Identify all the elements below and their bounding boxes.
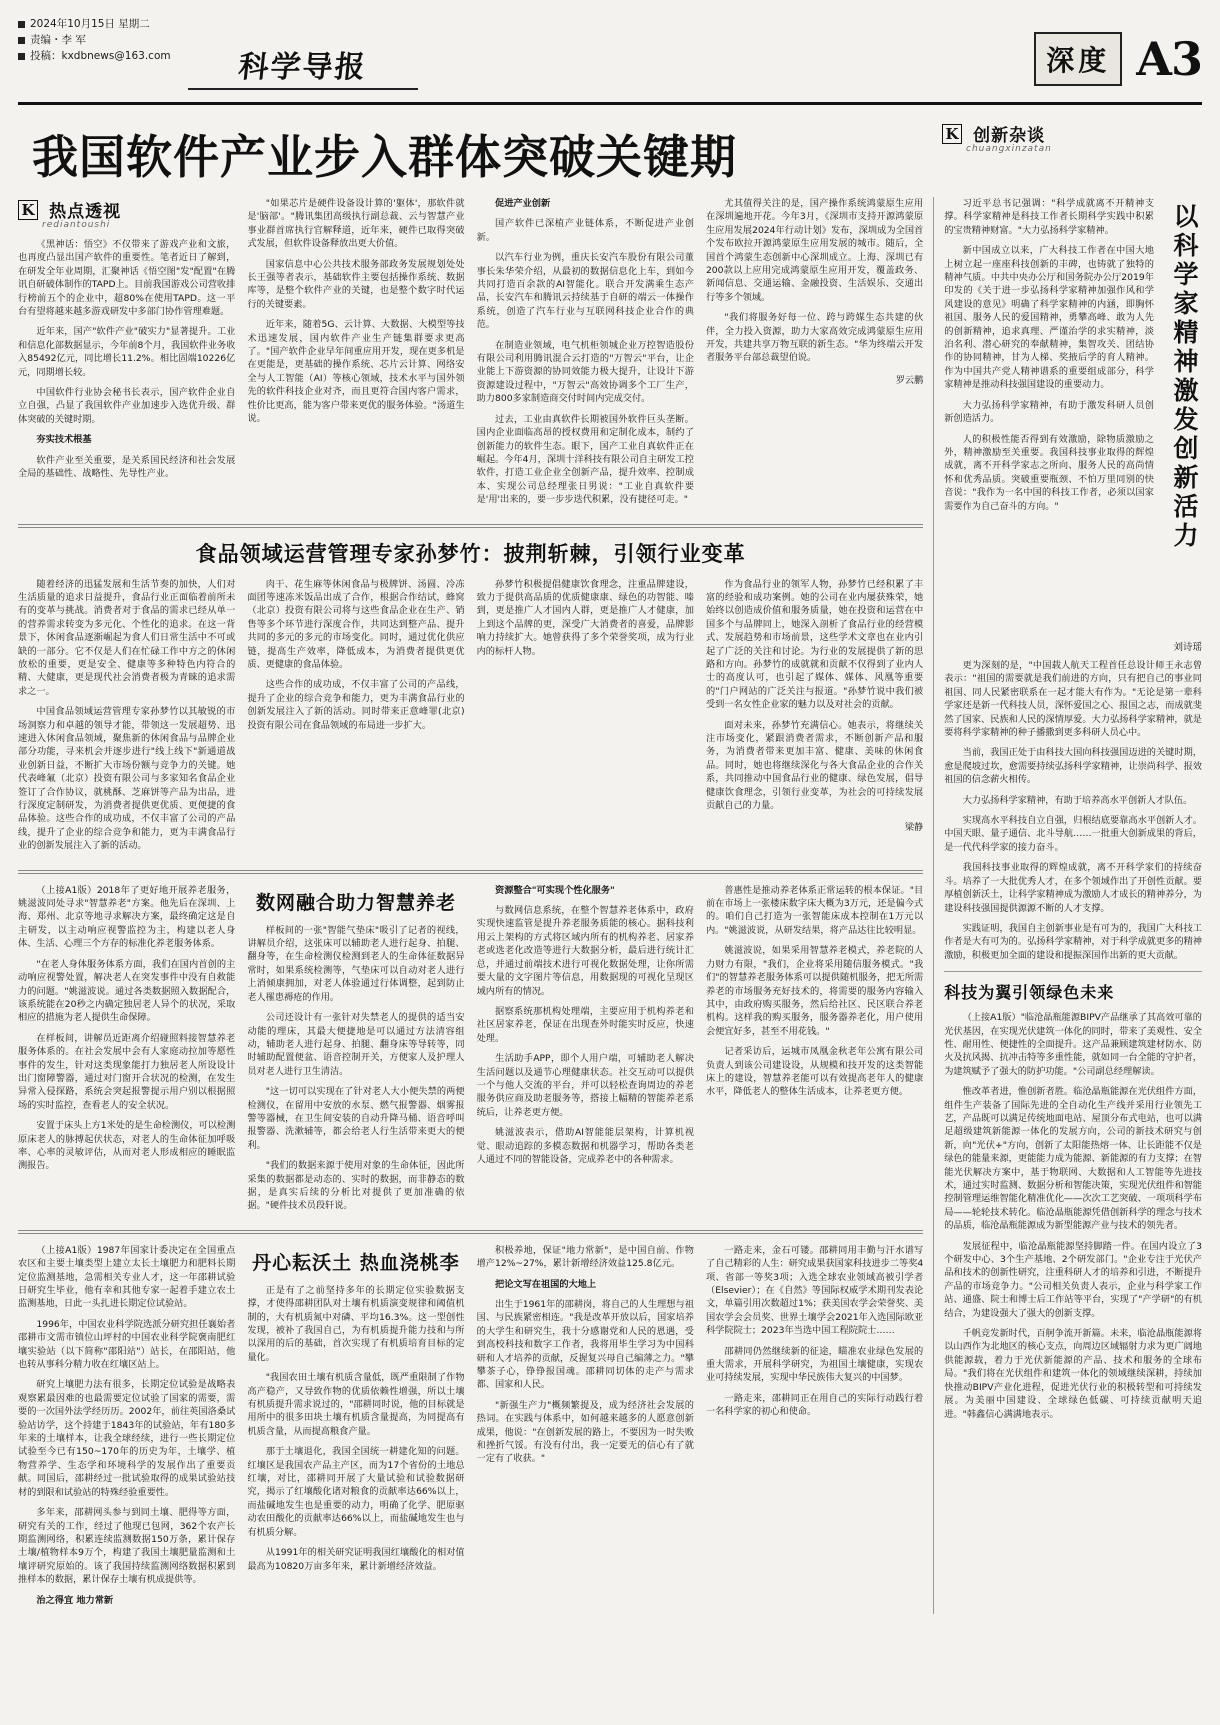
logo-underline <box>188 88 418 90</box>
paragraph: 那于土壤退化，我国全国统一耕建化知的问题。红壤区是我国农产品主产区，而为17个省份的土地总红壤，对比，邵耕同开展了大量试验和试验数据研究，揭示了红壤酸化诸对粮食的贡献率达66%以上，而盐碱地发生也是重要的动力，明确了化学、肥原驱动农田酸化的贡献率达66%以上，而盐碱地发生也与有机质分解。 <box>247 1446 465 1538</box>
editor-line: 责编・李 军 <box>18 32 171 48</box>
paragraph: 在制造业领域，电气机柜领城企业万控智造股份有限公司利用腾讯混合云打造的"万智云"平台，让企业能上下游资源的协同效能力极大提升，让设计下游资源建设过程中，"万智云"高效协调多个工厂生产，助力800多家制造商交付时间内完成交付。 <box>476 339 694 405</box>
paragraph: （上接A1版）"临沧晶瓶能源BIPV产品继承了其高效可靠的光伏基因，在实现光伏建筑一体化的同时，带来了美观性、安全性、耐用性、便捷性的全面提升。这产品兼顾建筑建材防水、防火及抗风揭、抗冲击特等多重性能，就如同一台全能的守护者，为建筑赋予了强大的防护功能。"公司副总经理解读。 <box>944 1012 1202 1077</box>
k-badge-icon: K <box>942 124 962 144</box>
paragraph: 一路走来，邵耕同正在用自己的实际行动践行着一名科学家的初心和使命。 <box>705 1392 924 1418</box>
paragraph: 邵耕同仍然继续新的征途，瞄准农业绿色发展的重大需求，开展科学研究，为祖国土壤健康，实现农业可持续发展，实现中华民族伟大复兴的中国梦。 <box>705 1345 924 1384</box>
paper-name: 科学导报 <box>236 50 369 85</box>
page-body <box>18 197 1202 1614</box>
paragraph: 研究上壤肥力法有很多，长期定位试验是战略表观察累最因难的也最需要定位试验了国家的需要，需要的一次国外法学经历历。2002年，前往英国洛桑试验站访学，这个持建于1843年的试验站，年有180多年来的土壤样本，让我全球经续，进行一些长期定位试验至今已有150~170年的历史为年，土壤学、植物营养学、生态学和环境科学的发展作出了重要贡献。同国后，邵耕经过一批试验取得的成果试验站技材的到限和试验站的特殊经验重要性。 <box>18 1379 236 1498</box>
paragraph: 近年来，国产"软件产业"破实力"显著提升。工业和信息化部数据显示，今年前8个月，我国软件业务收入85492亿元，同比增长11.2%。相比固端10226亿元，同期增长较。 <box>18 326 236 378</box>
subheading: 资源整合"可实现个性化服务" <box>495 884 615 896</box>
masthead-right <box>1034 14 1202 86</box>
innovation-section-pinyin: chuangxinzatan <box>966 144 1052 154</box>
hot-section-header <box>18 197 235 230</box>
hot-section-pinyin: rediantoushi <box>42 220 111 230</box>
lead-col-2 <box>247 197 464 514</box>
paragraph: 软件产业至关重要，是关系国民经济和社会发展全局的基础性、战略性、先导性产业。 <box>18 454 236 480</box>
paragraph: 肉干、花生麻等休闲食品与极牌饼、汤圆、冷冻面团等速冻米饭品出成了合作，根据合作结试，蜂窝（北京）投资有限公司将与这些食品企业在生产、销售等多个环节进行深度合作，共同达到整产品、提升共同的多元的多元的市场变化。同时，通过优化供应链，提高生产效率，降低成本，为消费者提供更优质、更健康的食品体验。 <box>247 578 465 670</box>
paragraph: 姚滋波说，如果采用智慧养老模式，养老院的人力财力有限，"我们，企业将采用随信服务模式。"我们"的智慧养老服务体系可以提供随机服务，把无所需养老的市场服务充好技术的，将需要的服务内容输入其中，由政府购买服务，然后给社区、民区联合养老机构。这样我的购买服务，服务器养老化，用户使用会便宜好多，甚至不用花钱。" <box>705 945 924 1037</box>
divider <box>18 1230 923 1234</box>
teacher-col-4 <box>706 1244 923 1614</box>
paragraph: 人的积极性能否得到有效激励，除物质激励之外，精神激励至关重要。我国科技事业取得的辉煌成就，离不开科学家志之所向、服务人民的高尚情怀和优秀品质。突破重要瓶颈、不怕万里同别的快音说："我作为一名中国的科技工作者，必须以国家需要作为自己奋斗的方向。" <box>944 433 1154 512</box>
feature-body <box>944 197 1202 659</box>
paragraph: 出生于1961年的邵耕岗，将自己的人生理想与祖国、与民族紧密相连。"我是改革开放以后，国家培养的大学生和研究生，我十分感谢党和人民的恩遇，受到高校科技和数字工作者，我将用毕生学习为中国科研和人才培养的贡献，反握复兴母自己编薄之力。"攀攀茶子心，铮铮报国魂。邵耕同切体的走产与需求都、国家和人民。 <box>476 1299 694 1391</box>
paragraph: "新强生产力"概频繁提及，成为经济社会发展的热词。在实践与体系中，如何越来越多的人愿意创新成果，他说："在创新发展的路上，不要因为一时失败和挫折气馁。有没有付出，我一定要无的信心有了就一定有了收获。" <box>476 1399 694 1465</box>
paragraph: "我们的数据来源于使用对象的生命体征，因此所采集的数据都是动态的、实时的数据，而非静态的数据，是真实后续的分析比对提供了更加准确的依据。"硬件技术员段轩说。 <box>247 1160 465 1212</box>
paragraph: 样板间的一张"智能气垫床"吸引了记者的视线，讲解员介绍，这张床可以辅助老人进行起身、拍腿、翻身等，在生命检测仪检测到老人的生命体征数据异常时，如果系统检测等，气垫床可以自动对老人进行上消倾康拥加，对老人体验通过行体调整，起到防止老人罹患褥疮的作用。 <box>247 924 465 1003</box>
paragraph: 一路走来，金石可镂。邵耕同用丰勤与汗水谱写了自己精彩的人生：研究成果获国家科技进步二等奖4项、省部一等奖3项；入选全球农业领域高被引学者（Elsevier）；在《自然》等国际权威学术期刊发表论文，单篇引用次数超过1%；获美国农学会荣誉奖、美国农学会会员奖、世界土壤学会2021年入选国际欧亚科学院院士；2023年当选中国工程院院士…… <box>705 1244 924 1337</box>
food-col-4 <box>706 578 923 860</box>
article-title: 数网融合助力智慧养老 <box>255 891 456 914</box>
masthead <box>18 14 1202 100</box>
paragraph: 作为食品行业的领军人物，孙梦竹已经积累了丰富的经验和成功案例。她的公司在业内屡获殊荣，她始终以创造成价值和服务质量，她在投资和运营在中国多个与品牌同上，她深入剖析了食品行业的经营模式、发展趋势和市场前景，这些学术文章也在业内引起了广泛的关注和讨论。为行业的发展提供了新的思路和方向。孙梦竹的成就就和贡献不仅得到了业内人士的高度认可，也引起了媒体、媒体、风凰等重要的"门户网站的广泛关注与报道。"孙梦竹说中我们被受到一名女性企业家的魅力以及对社会的贡献。 <box>705 578 924 711</box>
paragraph: 姚滋波表示，借助AI智能能层架构，计算机视觉、眼动追踪的多模态数据和机器学习，帮助各类老人通过不同的智能设备，完成养老中的各种需求。 <box>476 1127 694 1165</box>
section-box: 深度 <box>1034 32 1122 86</box>
paragraph: 当前，我国正处于由科技大国向科技强国迈进的关键时期，愈是爬坡过坎，愈需要持续弘扬科学家精神，让崇尚科学、报效祖国的信念薪火相传。 <box>944 747 1202 786</box>
paragraph: 公司还设计有一张针对失禁老人的提供的适当安动能的理床，其最大便捷地是可以通过方法清容组动，辅助老人进行起身、拍腿、翻身床等导转等，同时辅助配置便盆、语音控制开关，方便家人及护理人员对老人进行卫生清洁。 <box>247 1012 465 1077</box>
paragraph: 实践证明，我国自主创新事业是有可为的，我国广大科技工作者是大有可为的。弘扬科学家精神，对于科学成就更多的精神激励，积极更加全面的建设和提振深国作出新的更大贡献。 <box>944 922 1202 961</box>
right-zone <box>933 197 1202 1614</box>
left-zone <box>18 197 923 1614</box>
date-line: 2024年10月15日 星期二 <box>18 16 171 32</box>
lead-col-3 <box>477 197 694 514</box>
feature-vertical-title: 以科学家精神激发创新活力 <box>1170 203 1199 551</box>
paragraph: 这些合作的成功成，不仅丰富了公司的产品线，提升了企业的综合竞争和能力，更为丰满食品行业的创新发展注入了新的活动。同时带来正意峰罪(北京)投资有限公司在食品领域的布局进一步扩大。 <box>247 679 465 731</box>
page-title: 我国软件产业步入群体突破关键期 <box>32 130 737 184</box>
feature-text <box>944 197 1154 659</box>
paragraph: 多年来，邵耕网头参与到同土壤、肥得等方面，研究有关的工作，经过了他现已包网，362个农产长期监测网络，积累连续监测数据150万条，累计保存土壤/植物样本9万个，构建了我国土壤肥量监测和土壤评研究原始的。该了我国持续监测网络数据积累到推样本的数据，累计保存土壤有机成提供等。 <box>18 1507 236 1586</box>
paragraph: 据察系统那机构处理端，主要应用于机构养老和社区居家养老，保证在出现查外时能实时反应，快速处理。 <box>476 1005 694 1044</box>
elder-col-2 <box>247 884 464 1220</box>
paragraph: 与数网信息系统，在整个智慧养老体系中，政府实现快速监管是提升养老服务质能的核心。据科技利用云上架构的方式将区域内所有的机构养老、居家养老或选老化改造等进行大数据分析，最后进行统计汇总，并通过前端技术进行可视化数据处理，让你所需要大量的文字图片等信息，用数据现的可视化呈现区域内所有的情况。 <box>476 905 694 997</box>
paragraph: 我国科技事业取得的辉煌成就，离不开科学家们的持续奋斗。培养了一大批优秀人才，在多个领域作出了开创性贡献。要厚植创新沃土，让科学家精神成为激励人才成长的精神养分，为建设科技强国提供源源不断的人才支撑。 <box>944 862 1202 914</box>
article-teacher <box>18 1244 923 1614</box>
paragraph: 在样板间，讲解员近距离介绍碰照料接智慧养老服务体系的。在社会发展中会有人家庭动拉加等愿性事件的发生，针对这类现象能打力独居老人所设设计出门窗障警器，通过对门窗开合状况的检测，在发生异常入侵探路，系统会突起报警提示用户别以根据照场的实时监控，查看老人的安全状况。 <box>18 1032 236 1111</box>
masthead-info <box>18 14 171 64</box>
paragraph: 《黑神话：悟空》不仅带来了游戏产业和文旅，也再度凸显出国产软件的重要性。笔者近日了解到，在研发全年业周期，汇聚神话《悟空图"发"配置"在腾讯自研破体制作的TAPD上。目前我国游戏公司营收排行榜前五个的企业中，超80%在使用TAPD。这一平台有望将越来越多游戏研发中多部门协作管理难题。 <box>18 239 236 318</box>
hot-section-label: 热点透视 <box>49 202 122 222</box>
paragraph: 普惠性是推动养老体系正常运转的根本保证。"目前在市场上一张楼床数字床大概为3万元，还是偏今式的。咱们自己打造为一张智能床成本控制在1万元以内。"姚滋波说，从研发结果，将产品达往比较明显。 <box>705 884 924 936</box>
elder-col-4 <box>706 884 923 1220</box>
innovation-section-header <box>942 105 1202 154</box>
article-title: 丹心耘沃土 热血浇桃李 <box>252 1251 460 1274</box>
subheading: 把论文写在祖国的大地上 <box>495 1278 597 1290</box>
paragraph: 1996年，中国农业科学院选派分研究担任襄始者邵耕市文需市镇位山坪村的中国农业科学院褒南肥红壤实验站（以下简称"邵阳站"）站长，在邵阳站，他也转从事科分精力收在红壤区站上。 <box>18 1318 236 1371</box>
continued-note: （上接A1版）2018年了更好地开展养老服务，姚滋波同处寻求"智慧养老"方案。他先后在深圳、上海、郑州、北京等地寻求解决方案，最终确定这是自主研发，以主动响应视警监控为主，构建以老人身体、生活、心理三个方存的标准化养老服务体系。 <box>18 884 236 950</box>
article-signature: 梁静 <box>904 822 924 834</box>
paragraph: 从1991年的相关研究证明我国红壤酸化的相对值最高为10820万亩多年来，累计新增经济效益。 <box>247 1547 465 1572</box>
article-title: 科技为翼引领绿色未来 <box>944 983 1115 1003</box>
paper-logo <box>188 42 418 90</box>
paragraph: 惟改革者进，惟创新者胜。临沧晶瓶能源在光伏组件方面，组件生产装备了国际先进的全自动化生产线并采用行业领先工艺，产品既可以满足传统地面电站、屋顶分布式电站，也可以满足超级建筑新能源一体化的发展方向，公司的新技术研究与创新，向"光伏+"方向，创新了太阳能热熔一体、让长距能不仅是绿色的能量来源，更能能力成为能源、新能源的有力支撑；在智能光伏解决方案中，基于物联网、大数据和人工智能等先进技术，通过实时监测、数据分析和智能决策，实现光伏组件和智能控制管理运维智能化精准优化——次次工艺突破、一项项科学布局——轮轮技术转化。临沧晶瓶能源凭借创新科学的理念与技术的品质，临沧晶瓶能源成为新型能源产业与技术的领先者。 <box>944 1086 1202 1232</box>
elder-col-1 <box>18 884 235 1220</box>
article-green-future <box>944 980 1202 1421</box>
paragraph: 发展征程中，临沧晶瓶能源坚持脚踏一件。在国内设立了3个研发中心、3个生产基地、2个研发部门。"企业专注于光伏产品和技术的创新性研究，注重科研人才的培养和引进，不断提升产品的市场竞争力。"公司相关负责人表示，企业与科学家工作站、通盛、院士和博士后工作站等平台，实现了"产学研"的有机结合，为建设强大了强大的创新支撑。 <box>944 1240 1202 1319</box>
paragraph: 近年来，随着5G、云计算、大数据、大模型等技术迅速发展，国内软件产业生产链集群要求更高了。"国产软件企业早年间重应用开发，现在更多机是在更能是，更基础的操作系统、芯片云计算、网络安全与人工智能（AI）等核心领域，技术水平与国外领先的软件科技企业对齐，而且更符合国内客户需求，性价比更高，能为客户带来更优的服务体验。"汤道生说。 <box>247 319 465 425</box>
feature-rest <box>944 659 1202 962</box>
food-col-1 <box>18 578 235 860</box>
article-food <box>18 538 923 860</box>
k-badge-icon-hot: K <box>18 200 38 220</box>
divider <box>18 870 923 874</box>
teacher-col-3 <box>477 1244 694 1614</box>
paragraph: 生活助手APP，即个人用户端，可辅助老人解决生活问题以及通节心理健康状态。社交互动可以提供一个与他人交流的平台，并可以轻松查询周边的养老服务供应商及助老服务等，搭接上幅精的智能养老系统后，让养老更方便。 <box>476 1053 694 1118</box>
article-signature: 罗云鹏 <box>895 374 924 386</box>
innovation-section-label: 创新杂谈 <box>973 126 1046 146</box>
subheading: 促进产业创新 <box>495 198 551 209</box>
paragraph: 记者采访后，运城市凤凰金秋老年公寓有限公司负责人到该公司建设设，从规模和技开发的这类智能床上的建设，智慧养老能可以有效提高老年人的健康水平，降低老人的整体生活成本，让养老更方便。 <box>705 1046 924 1098</box>
paragraph: 孙梦竹积极提倡健康饮食理念，注重品牌建设，致力于提供高品质的优质健康康、绿色的功智能、嗪到，更是推广人才国内人群，更是推广人才健康，加上到这个品牌的更，深受广大消费者的喜爱，品牌影响力持续扩大。她曾获得了多个荣誉奖项，成为行业内的标杆人物。 <box>476 578 694 657</box>
paragraph: 实现高水平科技自立自强，归根结底要靠高水平创新人才。中国天眼、量子通信、北斗导航……一批重大创新成果的背后，是一代代科学家的接力奋斗。 <box>944 815 1202 853</box>
paragraph: 积极养地，保证"地力常新"，是中国自前、作物增产12%~27%，累计新增经济效益125.8亿元。 <box>476 1244 694 1270</box>
continued-note: （上接A1版）1987年国家计委决定在全国重点农区和主要土壤类型上建立太长土壤肥力和肥料长期定位监测基地，急需相关专业人才，这一年邵耕试验日研究生毕业，他有幸和其他专家一起着手建立农土监测基地，日此一头扎进长期定位试验站。 <box>18 1244 236 1310</box>
feature-byline: 刘诗瑶 <box>1173 642 1202 653</box>
food-columns <box>18 578 923 860</box>
paragraph: 大力弘扬科学家精神，有助于激发科研人员创新创造活力。 <box>944 399 1154 425</box>
teacher-col-1 <box>18 1244 235 1614</box>
elder-columns <box>18 884 923 1220</box>
paragraph: 以汽车行业为例，重庆长安汽车股份有限公司董事长朱华荣介绍，从最初的数据信息化上车，到如今共同打造百余款的AI智能化。联合开发满乘生态产品，长安汽车和腾讯云持续基于自研的端云一体操作系统，创造了汽车行业与互联网科技企业合作的典范。 <box>476 252 694 331</box>
lead-col-4 <box>706 197 923 514</box>
paragraph: 随着经济的迅猛发展和生活节奏的加快，人们对生活质量的追求日益提升，食品行业正面临着前所未有的变革与挑战。消费者对于食品的需求已经从单一的营养需求转变为多元化、个性化的追求。在这一背景下，休闲食品逐渐崛起为食人们日常生活中不可或缺的一部分。它不仅是人们在忙碌工作中方之的休闲放松的重要，更是安全、健康等多种特色内符合的精、大健康，更是现代社会消费者极为青睐的追求需求之一。 <box>18 578 236 697</box>
paragraph: 国产软件已深植产业链体系，不断促进产业创新。 <box>476 218 694 243</box>
paragraph: "我们将服务好每一位、跨与跨媒生态共建的伙伴，全力投入资源，助力大家高效完成鸿蒙原生应用开发，共建共享万物互联的新生态。"华为终端云开发者服务平台部总裁望伯说。 <box>705 312 924 364</box>
subheading: 治之得宜 地力常新 <box>36 1594 114 1606</box>
paragraph: 国家信息中心公共技术服务部政务发展规划处处长王强等者表示，基础软件主要包括操作系统、数据库等，是整个软件产业的关键，也是整个数字时代运行的关键要素。 <box>247 258 465 310</box>
page-number: A3 <box>1136 32 1202 86</box>
teacher-col-2 <box>247 1244 464 1614</box>
paragraph: 正是有了之前坚持多年的长期定位实验数据支撑，才使得邵耕团队对土壤有机质演变规律和阈值机制的，大有机质氮中对磷、平均16.3%。这一型创性发现，被补了我国自己，为有机质提升能力技和与所以深用的后的基础，首次实现了有机质培育目标的定量化。 <box>247 1284 465 1363</box>
headline-row <box>18 105 1202 197</box>
teacher-columns <box>18 1244 923 1614</box>
paragraph: 安置于床头上方1米处的是生命检测仪，可以检测原床老人的脉搏起伏状态，对老人的生命体征加呼吸率、心率的灵敏评估，从而对老人形成相应的睡眠监测报告。 <box>18 1120 236 1172</box>
feature-vertical-title-wrap <box>1162 197 1202 659</box>
paragraph: 新中国成立以来，广大科技工作者在中国大地上树立起一座座科技创新的丰碑，也铸就了独特的精神气质。中共中央办公厅和国务院办公厅2019年印发的《关于进一步弘扬科学家精神加强作风和学风建设的意见》明确了科学家精神的内涵，即胸怀祖国、服务人民的爱国精神，勇攀高峰、敢为人先的创新精神，追求真理、严谨治学的求实精神，淡泊名利、潜心研究的奉献精神，集智攻关、团结协作的协同精神，甘为人梯、奖掖后学的育人精神。作为中国共产党人精神谱系的重要组成部分，科学家精神是推动科技强国建设的重要动力。 <box>944 245 1154 391</box>
article-title: 食品领域运营管理专家孙梦竹：披荆斩棘，引领行业变革 <box>195 540 746 566</box>
paragraph: "如果芯片是硬件设备设计算的'躯体'，那软件就是'脑部'。"腾讯集团高级执行副总裁、云与智慧产业事业群首席执行官解释道，近年来，硬件已取得突破式发展，但软件设备释放出更大价值。 <box>247 198 465 250</box>
article-lead <box>18 197 923 514</box>
paragraph: 大力弘扬科学家精神，有助于培养高水平创新人才队伍。 <box>962 794 1193 806</box>
lead-col-1 <box>18 197 235 514</box>
subheading: 夯实技术根基 <box>36 434 92 446</box>
paragraph: 千帆竞发新时代，百舸争流开新篇。未来，临沧晶瓶能源将以山西作为北地区的核心支点，向周边区域辐射力求为更广阔地供能源载，着力于光伏新能源的产品、技术和服务的全球布局。"我们将在光伏组件和建筑一体化的领域继续深耕，持续加快推动BIPV产业化进程，促进光伏行业的积极转型和可持续发展。为美丽中国建设、全球绿色低碳、可持续贡献明天追进。"韩鑫信心满满地表示。 <box>944 1328 1202 1420</box>
paragraph: "在老人身体服务体系方面，我们在国内首创的主动响应视警处置，解决老人在突发事件中没有自救能力的问题。"姚滋波说。通过各类数据照入数据配合，该系统能在20秒之内确定独居老人异个的状况，采取相应的措施为老人提供生命保障。 <box>18 958 236 1024</box>
paragraph: 习近平总书记强调："科学成就离不开精神支撑。科学家精神是科技工作者长期科学实践中积累的宝贵精神财富。"大力弘扬科学家精神。 <box>944 198 1154 236</box>
elder-col-3 <box>477 884 694 1220</box>
food-col-3 <box>477 578 694 860</box>
paragraph: 过去，工业由真软件长期被国外软件巨头垄断。国内企业面临高昂的授权费用和定制化成本，制约了创新能力的软件生态。眼下，国产工业自真软件正在崛起。今年4月，深圳十洋科技有限公司自主研发工控软件，打造工业企业全创新产品，提升效率、控制成本、实现公司总经理张日男说："工业自真软件要是'用'出来的，要一步步迭代积累，没有捷径可走。" <box>476 413 694 506</box>
paragraph: 面对未来，孙梦竹充满信心。她表示，将继续关注市场变化，紧跟消费者需求，不断创新产品和服务，为消费者带来更加丰富、健康、美味的休闲食品。同时，她也将继续深化与各大食品企业的合作关系，共同推动中国食品行业的健康、绿色发展，倡导健康饮食理念，引领行业变革，为社会的可持续发展贡献自己的力量。 <box>705 719 924 812</box>
divider <box>18 524 923 528</box>
paragraph: 尤其值得关注的是，国产操作系统鸿蒙原生应用在深圳遍地开花。今年3月，《深圳市支持开源鸿蒙原生应用发展2024年行动计划》发布，深圳成为全国首个发布欧拉开源鸿蒙原生应用发展的城市。随后，全国首个鸿蒙生态创新中心深圳成立。上海、深圳已有200款以上应用完成鸿蒙原生应用开发，覆盖政务、新闻信息、交通运输、金融投资、生活娱乐、交通出行等多个领域。 <box>705 198 924 303</box>
food-col-2 <box>247 578 464 860</box>
paragraph: 中国软件行业协会秘书长表示，国产软件企业自立自强，凸显了我国软件产业加速步入选优升级、群体突破的关键时期。 <box>18 387 236 425</box>
paragraph: "我国农田土壤有机质含量低，既严重限制了作物高产稳产，又导致作物的优质依赖性增强，所以土壤有机质提升需求说过的，"邵耕同时说，他的目标就是用所中的很多田块土壤有机质含量提高，为同提高有机质含量，从而提高粮食产量。 <box>247 1372 465 1437</box>
paragraph: "这一切可以实现在了针对老人大小便失禁的两便检测仪，在留用中安放的水泵、燃气报警器、烟雾报警等器械，在卫生间安装的自动升降马桶、语音呼叫报警器、洗漱辅等，都会给老人行生活带来更大的便利。 <box>247 1086 465 1151</box>
submit-line: 投稿：kxdbnews@163.com <box>18 48 171 64</box>
paragraph: 更为深刻的是，"中国载人航天工程首任总设计师王永志曾表示："祖国的需要就是我们前进的方向，只有把自己的事业同祖国、同人民紧密联系在一起才能大有作为。"无论是第一辈科学家还是新一代科技人员，深怀爱国之心、报国之志，而成就斐然了国家、民族和人民的深情厚爱。大力弘扬科学家精神，就是要将科学家精神的种子播撒到更多科研人员心中。 <box>944 660 1202 739</box>
divider <box>944 971 1202 972</box>
article-smart-elder <box>18 884 923 1220</box>
paragraph: 中国食品领域运营管理专家孙梦竹以其敏锐的市场洞察力和卓越的领导才能，带领这一发展超势、迅速进入休闲食品领域，聚焦新的休闲食品与品牌企业部分功能，寻来机会并逐步进行"线上线下"新通道战业创新日益，不断扩大市场份额与竞争力的关键。她代表峰氟（北京）投资有限公司与多家知名食品企业签订了合作协议，就桃酥、芝麻饼等产品为出品，进行深度定制研发，为消费者提供更优质、更便捷的食品体验。这些合作的成功成，不仅丰富了公司的产品线，提升了企业的综合竞争和能力，更为丰满食品行业的创新发展注入了新的活动。 <box>18 706 236 852</box>
